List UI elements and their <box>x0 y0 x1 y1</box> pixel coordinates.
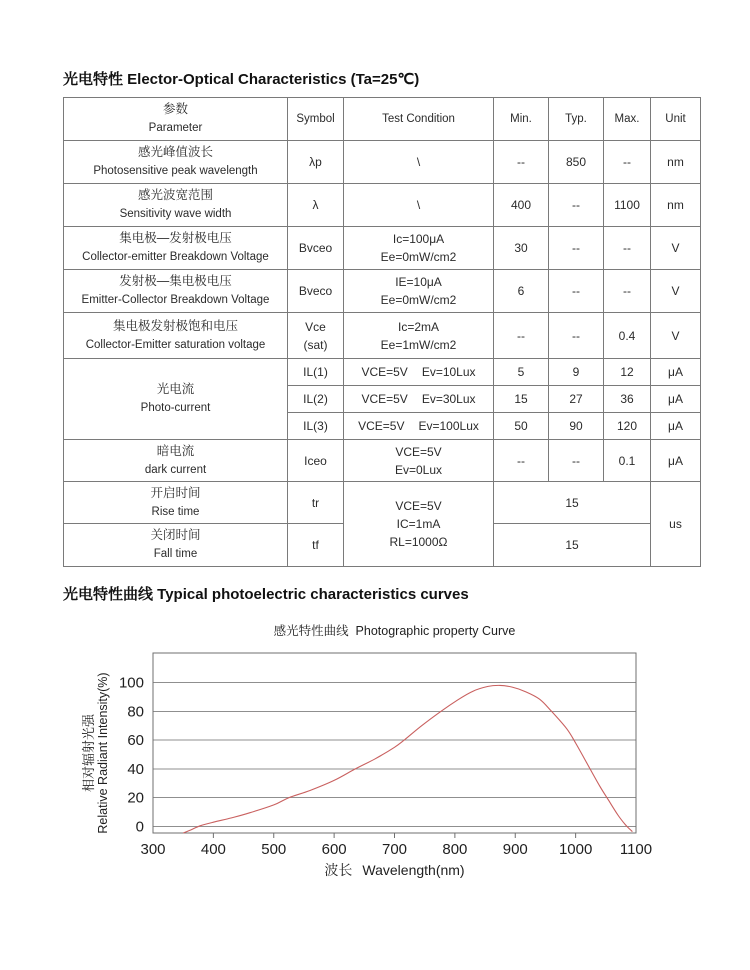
min-cell: 15 <box>494 386 549 413</box>
param-cell <box>64 524 288 567</box>
condition-line: VCE=5V <box>395 444 442 459</box>
min-cell: 30 <box>494 227 549 270</box>
param-cn: 开启时间 <box>150 485 201 500</box>
max-cell: -- <box>604 270 651 313</box>
table-row <box>64 359 701 386</box>
typ-cell: -- <box>549 440 604 482</box>
plot-frame <box>153 653 636 833</box>
param-cn: 集电极发射极饱和电压 <box>112 318 238 333</box>
param-en: Photo-current <box>140 402 211 414</box>
condition-cell <box>344 313 494 359</box>
unit-header-cell: Unit <box>651 98 701 141</box>
min-cell: -- <box>494 141 549 184</box>
condition-part: VCE=5V <box>361 365 408 379</box>
y-tick-label: 40 <box>127 760 144 778</box>
condition-part: Ev=10Lux <box>421 365 476 379</box>
param-en: dark current <box>144 463 207 476</box>
param-cn: 感光波宽范围 <box>137 188 213 202</box>
symbol-header-cell: Symbol <box>288 98 344 141</box>
condition-line: IE=10μA <box>395 275 442 289</box>
condition-part: Ev=30Lux <box>421 392 476 406</box>
param-en: Collector-Emitter saturation voltage <box>85 338 266 351</box>
param-header-cn: 参数 <box>162 102 188 116</box>
typ-cell: -- <box>549 227 604 270</box>
condition-cell <box>344 386 494 413</box>
param-en: Sensitivity wave width <box>119 208 232 220</box>
condition-line: Ee=0mW/cm2 <box>380 293 457 307</box>
condition-line: RL=1000Ω <box>389 535 448 549</box>
condition-cell <box>344 359 494 386</box>
y-tick-label: 0 <box>135 818 144 836</box>
param-cell <box>64 482 288 524</box>
condition-line: VCE=5V <box>395 499 442 513</box>
condition-cell <box>344 440 494 482</box>
photographic-property-chart <box>60 645 710 890</box>
param-cell <box>64 227 288 270</box>
typ-cell: -- <box>549 313 604 359</box>
symbol-cell <box>288 313 344 359</box>
condition-cell: \ <box>344 184 494 227</box>
symbol-cell: tf <box>288 524 344 567</box>
condition-cell: \ <box>344 141 494 184</box>
x-tick-label: 600 <box>321 841 347 858</box>
condition-line: IC=1mA <box>396 517 441 531</box>
param-header-cell <box>64 98 288 141</box>
unit-cell: nm <box>651 184 701 227</box>
unit-cell: μA <box>651 413 701 440</box>
min-header-cell: Min. <box>494 98 549 141</box>
param-cn: 暗电流 <box>156 443 195 458</box>
param-en: Photosensitive peak wavelength <box>93 165 258 177</box>
x-tick-label: 900 <box>502 841 528 858</box>
symbol-cell: Bvceo <box>288 227 344 270</box>
typ-cell: 90 <box>549 413 604 440</box>
symbol-cell: IL(2) <box>288 386 344 413</box>
table-row <box>64 313 701 359</box>
y-tick-label: 60 <box>127 732 144 750</box>
x-tick-label: 800 <box>442 841 468 858</box>
symbol-cell: tr <box>288 482 344 524</box>
condition-cell <box>344 270 494 313</box>
symbol-cell: Iceo <box>288 440 344 482</box>
y-tick-label: 100 <box>118 674 144 692</box>
y-tick-label: 20 <box>127 789 144 807</box>
param-cell <box>64 359 288 440</box>
typ-cell: -- <box>549 184 604 227</box>
x-tick-label: 500 <box>261 841 287 858</box>
condition-cell <box>344 482 494 567</box>
x-tick-label: 300 <box>140 841 166 858</box>
unit-cell: V <box>651 270 701 313</box>
unit-cell: μA <box>651 359 701 386</box>
y-tick-label: 80 <box>127 703 144 721</box>
param-en: Emitter-Collector Breakdown Voltage <box>81 294 270 306</box>
param-cn: 光电流 <box>156 382 195 396</box>
min-cell: 400 <box>494 184 549 227</box>
characteristics-table <box>63 97 701 567</box>
param-cn: 感光峰值波长 <box>137 145 213 159</box>
typ-cell: 9 <box>549 359 604 386</box>
typ-cell: -- <box>549 270 604 313</box>
min-cell: 50 <box>494 413 549 440</box>
condition-part: Ev=100Lux <box>418 419 479 433</box>
condition-header-cell: Test Condition <box>344 98 494 141</box>
y-axis-label-cn: 相对辐射光强 <box>81 713 96 793</box>
max-header-cell: Max. <box>604 98 651 141</box>
typ-cell: 27 <box>549 386 604 413</box>
intensity-curve <box>183 685 632 833</box>
condition-part: VCE=5V <box>358 419 405 433</box>
condition-part: VCE=5V <box>361 392 408 406</box>
max-cell: 36 <box>604 386 651 413</box>
x-tick-label: 400 <box>200 841 226 858</box>
table-row <box>64 141 701 184</box>
max-cell: -- <box>604 227 651 270</box>
min-cell: -- <box>494 440 549 482</box>
x-tick-label: 700 <box>381 841 408 858</box>
symbol-cell: IL(1) <box>288 359 344 386</box>
max-cell: -- <box>604 141 651 184</box>
table-row <box>64 270 701 313</box>
param-cn: 集电极—发射极电压 <box>119 231 232 245</box>
unit-cell: V <box>651 313 701 359</box>
condition-line: Ee=0mW/cm2 <box>380 250 457 264</box>
max-cell: 0.4 <box>604 313 651 359</box>
unit-cell: us <box>651 482 701 567</box>
table-row <box>64 227 701 270</box>
param-cell <box>64 270 288 313</box>
unit-cell: μA <box>651 440 701 482</box>
condition-line: Ee=1mW/cm2 <box>380 337 457 352</box>
condition-line: Ev=0Lux <box>394 462 443 477</box>
min-cell: 5 <box>494 359 549 386</box>
x-tick-label: 1000 <box>558 841 593 858</box>
x-tick-label: 1100 <box>619 841 653 858</box>
characteristics-curves-title: 光电特性曲线 Typical photoelectric characteristics curves <box>63 586 469 603</box>
max-cell: 12 <box>604 359 651 386</box>
symbol-line: (sat) <box>303 337 328 352</box>
param-cn: 关闭时间 <box>150 528 201 542</box>
table-header-row <box>64 98 701 141</box>
param-cell <box>64 440 288 482</box>
unit-cell: nm <box>651 141 701 184</box>
param-cell <box>64 184 288 227</box>
min-cell: -- <box>494 313 549 359</box>
unit-cell: μA <box>651 386 701 413</box>
fall-time-value-cell: 15 <box>494 524 651 567</box>
param-en: Rise time <box>151 505 200 518</box>
param-cell <box>64 141 288 184</box>
symbol-line: Vce <box>305 319 326 334</box>
condition-line: Ic=2mA <box>397 319 439 334</box>
symbol-cell: Bveco <box>288 270 344 313</box>
table-row <box>64 482 701 524</box>
typ-cell: 850 <box>549 141 604 184</box>
y-axis-label-en: Relative Radiant Intensity(%) <box>96 672 110 834</box>
symbol-cell: λ <box>288 184 344 227</box>
table-row <box>64 440 701 482</box>
unit-cell: V <box>651 227 701 270</box>
typ-header-cell: Typ. <box>549 98 604 141</box>
param-header-en: Parameter <box>148 122 203 134</box>
max-cell: 120 <box>604 413 651 440</box>
param-en: Collector-emitter Breakdown Voltage <box>82 251 269 263</box>
symbol-cell: λp <box>288 141 344 184</box>
table-row <box>64 184 701 227</box>
param-cn: 发射极—集电极电压 <box>119 274 232 288</box>
x-axis-label: 波长 Wavelength(nm) <box>324 862 465 878</box>
param-cell <box>64 313 288 359</box>
condition-cell <box>344 413 494 440</box>
max-cell: 0.1 <box>604 440 651 482</box>
rise-time-value-cell: 15 <box>494 482 651 524</box>
param-en: Fall time <box>153 548 198 560</box>
max-cell: 1100 <box>604 184 651 227</box>
electro-optical-characteristics-title: 光电特性 Elector-Optical Characteristics (Ta=25℃) <box>63 71 420 88</box>
symbol-cell: IL(3) <box>288 413 344 440</box>
condition-line: Ic=100μA <box>392 232 445 246</box>
min-cell: 6 <box>494 270 549 313</box>
condition-cell <box>344 227 494 270</box>
chart-title: 感光特性曲线 Photographic property Curve <box>273 624 516 638</box>
